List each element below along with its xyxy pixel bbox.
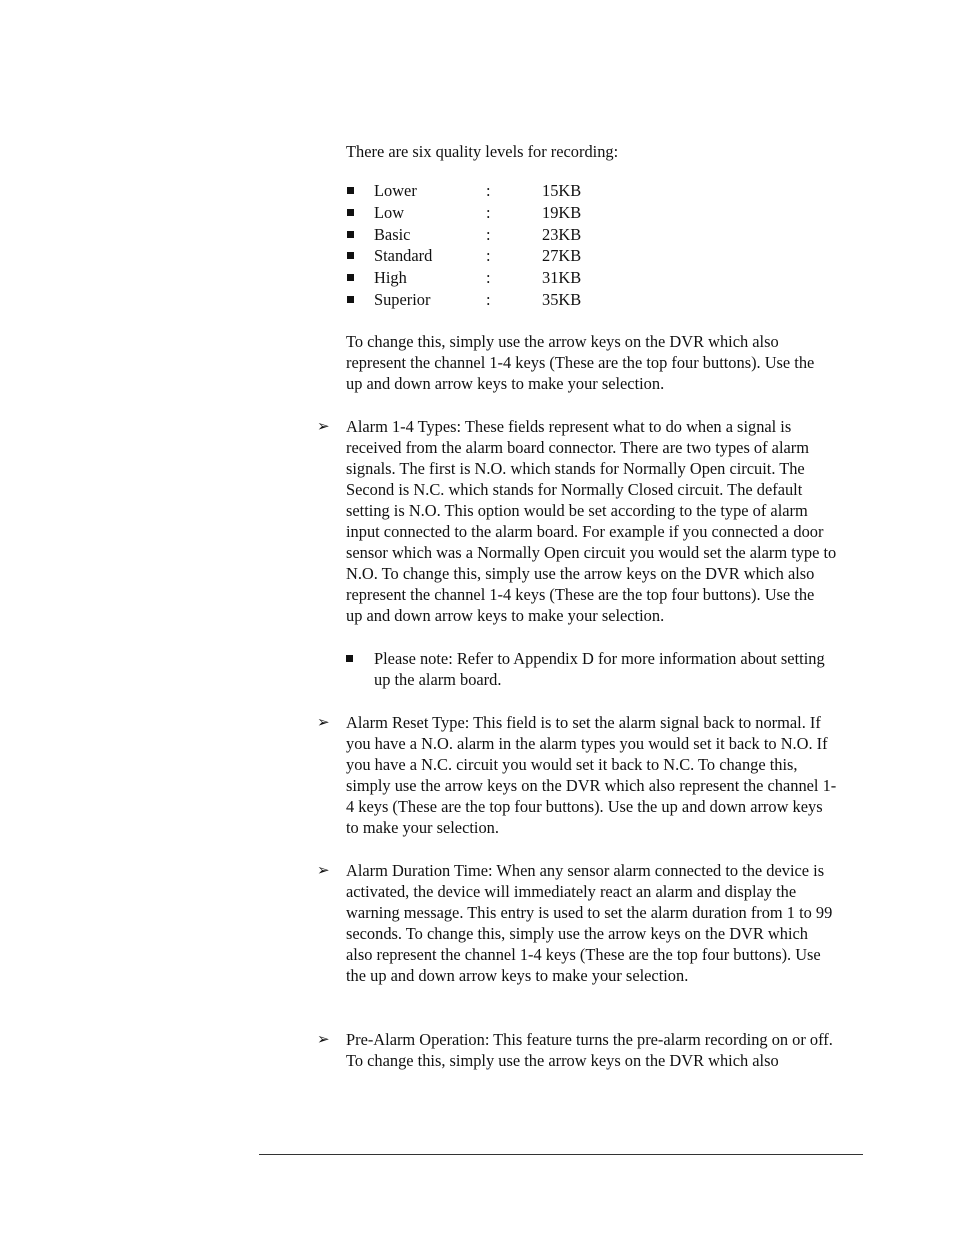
arrow-bullet-icon: ➢ bbox=[317, 713, 330, 731]
quality-separator: : bbox=[486, 225, 491, 244]
paragraph-line: Alarm Reset Type: This field is to set the alarm signal back to normal. If bbox=[346, 713, 821, 732]
paragraph-line: 4 keys (These are the top four buttons). Use the up and down arrow keys bbox=[346, 797, 823, 816]
quality-name: Standard bbox=[374, 246, 433, 265]
paragraph-line: represent the channel 1-4 keys (These are the top four buttons). Use the bbox=[346, 353, 815, 372]
list-item bbox=[346, 267, 646, 288]
paragraph-line: Alarm 1-4 Types: These fields represent what to do when a signal is bbox=[346, 417, 792, 436]
quality-name: Lower bbox=[374, 181, 417, 200]
quality-size: 31KB bbox=[542, 268, 582, 287]
paragraph-line: seconds. To change this, simply use the arrow keys on the DVR which bbox=[346, 924, 808, 943]
square-bullet-icon bbox=[347, 274, 354, 281]
quality-name: Low bbox=[374, 203, 405, 222]
arrow-bullet-icon: ➢ bbox=[317, 417, 330, 435]
quality-size: 15KB bbox=[542, 181, 582, 200]
quality-size: 23KB bbox=[542, 225, 582, 244]
quality-size: 35KB bbox=[542, 290, 582, 309]
paragraph-line: Please note: Refer to Appendix D for more information about setting bbox=[374, 649, 825, 668]
paragraph-line: signals. The first is N.O. which stands for Normally Open circuit. The bbox=[346, 459, 805, 478]
paragraph-line: Alarm Duration Time: When any sensor alarm connected to the device is bbox=[346, 861, 825, 880]
paragraph-line: To change this, simply use the arrow keys on the DVR which also bbox=[346, 332, 779, 351]
paragraph-line: to make your selection. bbox=[346, 818, 499, 837]
paragraph-line: the up and down arrow keys to make your selection. bbox=[346, 966, 689, 985]
paragraph-line: To change this, simply use the arrow keys on the DVR which also bbox=[346, 1051, 779, 1070]
paragraph-line: you have a N.O. alarm in the alarm types you would set it back to N.O. If bbox=[346, 734, 828, 753]
alarm-duration-paragraph bbox=[346, 860, 866, 986]
arrow-bullet-icon: ➢ bbox=[317, 1030, 330, 1048]
alarm-types-paragraph bbox=[346, 416, 866, 626]
quality-separator: : bbox=[486, 290, 491, 309]
quality-intro: There are six quality levels for recording: bbox=[346, 142, 619, 161]
square-bullet-icon bbox=[347, 209, 354, 216]
alarm-reset-paragraph bbox=[346, 712, 866, 838]
paragraph-line: received from the alarm board connector. There are two types of alarm bbox=[346, 438, 809, 457]
quality-name: Basic bbox=[374, 225, 411, 244]
paragraph-line: activated, the device will immediately react an alarm and display the bbox=[346, 882, 797, 901]
square-bullet-icon bbox=[347, 252, 354, 259]
list-item bbox=[346, 202, 646, 223]
quality-name: Superior bbox=[374, 290, 431, 309]
square-bullet-icon bbox=[347, 231, 354, 238]
paragraph-line: sensor which was a Normally Open circuit you would set the alarm type to bbox=[346, 543, 837, 562]
paragraph-line: input connected to the alarm board. For example if you connected a door bbox=[346, 522, 824, 541]
paragraph-line: you have a N.C. circuit you would set it back to N.C. To change this, bbox=[346, 755, 798, 774]
paragraph-line: Pre-Alarm Operation: This feature turns the pre-alarm recording on or off. bbox=[346, 1030, 833, 1049]
square-bullet-icon bbox=[347, 296, 354, 303]
paragraph-line: up and down arrow keys to make your selection. bbox=[346, 374, 665, 393]
quality-separator: : bbox=[486, 181, 491, 200]
paragraph-line: warning message. This entry is used to set the alarm duration from 1 to 99 bbox=[346, 903, 833, 922]
footer-divider bbox=[259, 1154, 863, 1155]
quality-separator: : bbox=[486, 268, 491, 287]
arrow-bullet-icon: ➢ bbox=[317, 861, 330, 879]
paragraph-line: N.O. To change this, simply use the arrow keys on the DVR which also bbox=[346, 564, 815, 583]
paragraph-line: simply use the arrow keys on the DVR which also represent the channel 1- bbox=[346, 776, 837, 795]
note-paragraph bbox=[374, 648, 864, 690]
quality-size: 19KB bbox=[542, 203, 582, 222]
quality-name: High bbox=[374, 268, 407, 287]
quality-separator: : bbox=[486, 203, 491, 222]
list-item bbox=[346, 180, 646, 201]
list-item bbox=[346, 289, 646, 310]
quality-size: 27KB bbox=[542, 246, 582, 265]
square-bullet-icon bbox=[347, 187, 354, 194]
paragraph-line: up the alarm board. bbox=[374, 670, 502, 689]
list-item bbox=[346, 245, 646, 266]
paragraph-line: represent the channel 1-4 keys (These are the top four buttons). Use the bbox=[346, 585, 815, 604]
pre-alarm-paragraph bbox=[346, 1029, 866, 1071]
paragraph-line: up and down arrow keys to make your selection. bbox=[346, 606, 665, 625]
list-item bbox=[346, 224, 646, 245]
quality-change-paragraph bbox=[346, 331, 866, 394]
paragraph-line: Second is N.C. which stands for Normally Closed circuit. The default bbox=[346, 480, 803, 499]
paragraph-line: setting is N.O. This option would be set according to the type of alarm bbox=[346, 501, 808, 520]
paragraph-line: also represent the channel 1-4 keys (These are the top four buttons). Use bbox=[346, 945, 821, 964]
square-bullet-icon bbox=[346, 655, 353, 662]
quality-separator: : bbox=[486, 246, 491, 265]
